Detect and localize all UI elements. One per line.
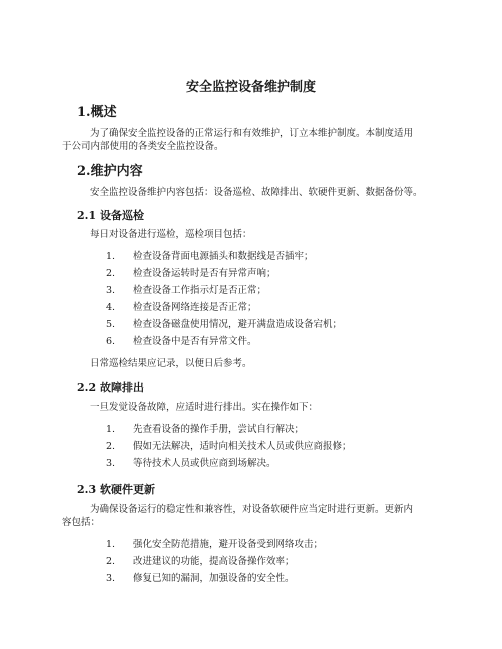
list-text: 等待技术人员或供应商到场解决。	[133, 458, 276, 469]
list-text: 强化安全防范措施，避开设备受到网络攻击；	[133, 539, 324, 550]
list-number: 1.	[106, 424, 116, 435]
list-text: 检查设备网络连接是否正常；	[133, 302, 257, 313]
updates-intro-line-1: 为确保设备运行的稳定性和兼容性，对设备软硬件应当定时进行更新。更新内	[90, 504, 414, 515]
overview-line-1: 为了确保安全监控设备的正常运行和有效维护，订立本维护制度。本制度适用	[90, 128, 414, 139]
inspection-outro	[62, 357, 442, 370]
overview-paragraph	[62, 127, 442, 153]
heading-overview: 1.概述	[77, 105, 117, 120]
list-number: 3.	[106, 285, 116, 296]
list-text: 检查设备背面电源插头和数据线是否插牢；	[133, 251, 314, 262]
heading-inspection: 2.1 设备巡检	[77, 209, 144, 222]
list-number: 1.	[106, 539, 116, 550]
troubleshooting-intro	[62, 401, 442, 414]
maintenance-paragraph	[62, 186, 442, 199]
updates-intro	[62, 503, 442, 529]
list-number: 3.	[106, 458, 116, 469]
list-number: 3.	[106, 573, 116, 584]
updates-intro-line-2: 容包括：	[62, 517, 101, 528]
list-number: 2.	[106, 441, 116, 452]
heading-maintenance-content: 2.维护内容	[77, 164, 143, 179]
list-number: 2.	[106, 268, 116, 279]
inspection-outro-line: 日常巡检结果应记录，以便日后参考。	[90, 358, 252, 369]
list-number: 1.	[106, 251, 116, 262]
list-text: 改进建议的功能，提高设备操作效率；	[133, 556, 295, 567]
heading-troubleshooting: 2.2 故障排出	[77, 381, 144, 394]
list-number: 2.	[106, 556, 116, 567]
list-number: 5.	[106, 319, 116, 330]
list-number: 6.	[106, 336, 116, 347]
list-text: 检查设备运转时是否有异常声响；	[133, 268, 276, 279]
troubleshooting-intro-line: 一旦发觉设备故障，应适时进行排出。实在操作如下：	[90, 402, 319, 413]
list-text: 检查设备工作指示灯是否正常；	[133, 285, 267, 296]
overview-line-2: 于公司内部使用的各类安全监控设备。	[62, 141, 224, 152]
list-text: 先查看设备的操作手册，尝试自行解决；	[133, 424, 305, 435]
list-number: 4.	[106, 302, 116, 313]
maintenance-line: 安全监控设备维护内容包括：设备巡检、故障排出、软硬件更新、数据备份等。	[90, 187, 423, 198]
document-title: 安全监控设备维护制度	[185, 80, 316, 95]
heading-updates: 2.3 软硬件更新	[77, 483, 155, 496]
list-text: 检查设备中是否有异常文件。	[133, 336, 257, 347]
inspection-intro	[62, 228, 442, 241]
list-text: 假如无法解决，适时向相关技术人员或供应商报修；	[133, 441, 352, 452]
list-text: 检查设备磁盘使用情况，避开满盘造成设备宕机；	[133, 319, 343, 330]
list-text: 修复已知的漏洞，加强设备的安全性。	[133, 573, 295, 584]
inspection-intro-line: 每日对设备进行巡检，巡检项目包括：	[90, 229, 252, 240]
